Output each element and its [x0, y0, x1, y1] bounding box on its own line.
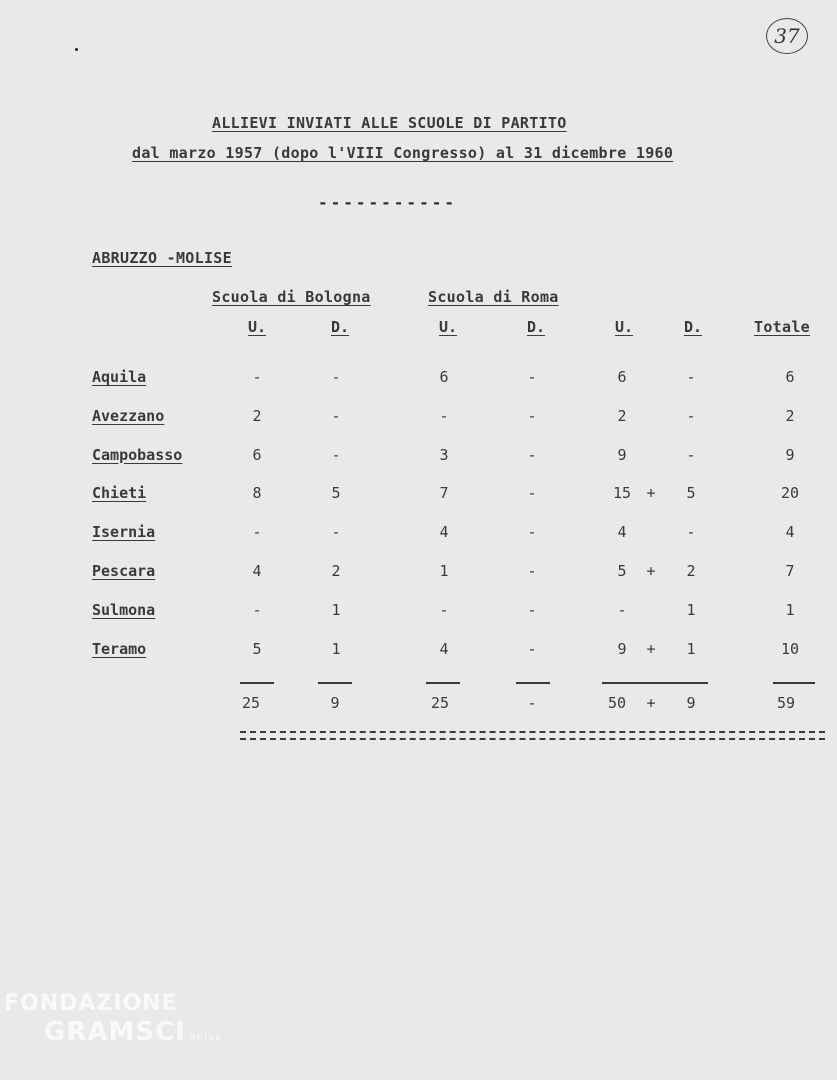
total-d: 9 — [686, 694, 696, 712]
sum-rule — [773, 682, 815, 684]
cell-bu: - — [252, 600, 262, 619]
cell-tot: 1 — [785, 600, 795, 619]
total-u: 50 — [607, 694, 627, 712]
separator: ----------- — [318, 193, 457, 212]
cell-rd: - — [527, 484, 537, 503]
cell-tu: 9 — [617, 445, 627, 464]
cell-tot: 7 — [785, 562, 795, 580]
cell-rd: - — [527, 562, 537, 580]
cell-tu: 4 — [617, 523, 627, 542]
school-header-roma: Scuola di Roma — [428, 288, 559, 306]
row-label: Aquila — [92, 368, 147, 386]
school-header-bologna: Scuola di Bologna — [212, 288, 371, 306]
cell-bu: 5 — [252, 639, 262, 658]
cell-ru: 7 — [439, 484, 449, 503]
cell-bd: - — [331, 523, 341, 542]
total-roma-u: 25 — [430, 694, 450, 712]
col-header-bologna-u: U. — [247, 318, 267, 336]
cell-rd: - — [527, 600, 537, 619]
watermark-line2: GRAMSCI — [44, 1017, 186, 1047]
grand-total: 59 — [776, 694, 796, 712]
page-number-circle — [766, 18, 808, 54]
cell-tu: 9 — [617, 639, 627, 658]
cell-td: - — [686, 445, 696, 464]
cell-tot: 20 — [780, 484, 800, 503]
cell-tot: 6 — [785, 368, 795, 386]
cell-td: 5 — [686, 484, 696, 503]
double-rule — [240, 731, 825, 740]
cell-bd: 2 — [331, 562, 341, 580]
cell-ru: 6 — [439, 368, 449, 386]
cell-op: + — [646, 484, 656, 503]
cell-td: 1 — [686, 639, 696, 658]
col-header-totale: Totale — [754, 318, 810, 336]
row-label: Chieti — [92, 484, 147, 503]
cell-ru: - — [439, 600, 449, 619]
cell-op: + — [646, 639, 656, 658]
row-label: Teramo — [92, 639, 147, 658]
cell-ru: 4 — [439, 639, 449, 658]
cell-tot: 9 — [785, 445, 795, 464]
cell-ru: 3 — [439, 445, 449, 464]
cell-bu: 4 — [252, 562, 262, 580]
cell-bd: 1 — [331, 600, 341, 619]
cell-rd: - — [527, 406, 537, 425]
fondazione-gramsci-watermark — [4, 990, 222, 1052]
total-op: + — [646, 694, 656, 712]
col-header-roma-d: D. — [526, 318, 546, 336]
cell-tu: 2 — [617, 406, 627, 425]
cell-bd: 1 — [331, 639, 341, 658]
cell-rd: - — [527, 523, 537, 542]
watermark-line1: FONDAZIONE — [4, 991, 178, 1016]
ink-dot — [75, 48, 78, 51]
row-label: Isernia — [92, 523, 156, 542]
total-roma-d: - — [527, 694, 537, 712]
row-label: Campobasso — [92, 445, 183, 464]
row-label: Sulmona — [92, 600, 156, 619]
document-subtitle: dal marzo 1957 (dopo l'VIII Congresso) al 31 dicembre 1960 — [132, 144, 674, 162]
sum-rule — [426, 682, 460, 684]
cell-tu: - — [617, 600, 627, 619]
total-bologna-u: 25 — [241, 694, 261, 712]
cell-op: + — [646, 562, 656, 580]
row-label: Pescara — [92, 562, 156, 580]
row-label: Avezzano — [92, 406, 165, 425]
document-title: ALLIEVI INVIATI ALLE SCUOLE DI PARTITO — [212, 114, 567, 132]
cell-rd: - — [527, 445, 537, 464]
cell-bd: - — [331, 445, 341, 464]
cell-tu: 15 — [612, 484, 632, 503]
cell-ru: - — [439, 406, 449, 425]
sum-rule — [240, 682, 274, 684]
cell-td: - — [686, 368, 696, 386]
cell-tot: 4 — [785, 523, 795, 542]
cell-bu: 2 — [252, 406, 262, 425]
cell-ru: 1 — [439, 562, 449, 580]
cell-bu: 8 — [252, 484, 262, 503]
col-header-total-d: D. — [683, 318, 703, 336]
page-number: 37 — [774, 24, 800, 48]
cell-td: 1 — [686, 600, 696, 619]
cell-rd: - — [527, 639, 537, 658]
cell-tu: 6 — [617, 368, 627, 386]
watermark-suffix: onlus — [189, 1032, 222, 1043]
region-heading: ABRUZZO -MOLISE — [92, 249, 232, 267]
total-bologna-d: 9 — [330, 694, 340, 712]
cell-rd: - — [527, 368, 537, 386]
cell-td: - — [686, 406, 696, 425]
cell-tot: 10 — [780, 639, 800, 658]
cell-bd: - — [331, 406, 341, 425]
cell-tu: 5 — [617, 562, 627, 580]
col-header-total-u: U. — [614, 318, 634, 336]
col-header-bologna-d: D. — [330, 318, 350, 336]
cell-bu: 6 — [252, 445, 262, 464]
cell-td: - — [686, 523, 696, 542]
sum-rule — [318, 682, 352, 684]
sum-rule — [516, 682, 550, 684]
cell-bd: - — [331, 368, 341, 386]
col-header-roma-u: U. — [438, 318, 458, 336]
cell-td: 2 — [686, 562, 696, 580]
sum-rule — [602, 682, 708, 684]
cell-ru: 4 — [439, 523, 449, 542]
cell-tot: 2 — [785, 406, 795, 425]
cell-bu: - — [252, 368, 262, 386]
cell-bd: 5 — [331, 484, 341, 503]
cell-bu: - — [252, 523, 262, 542]
